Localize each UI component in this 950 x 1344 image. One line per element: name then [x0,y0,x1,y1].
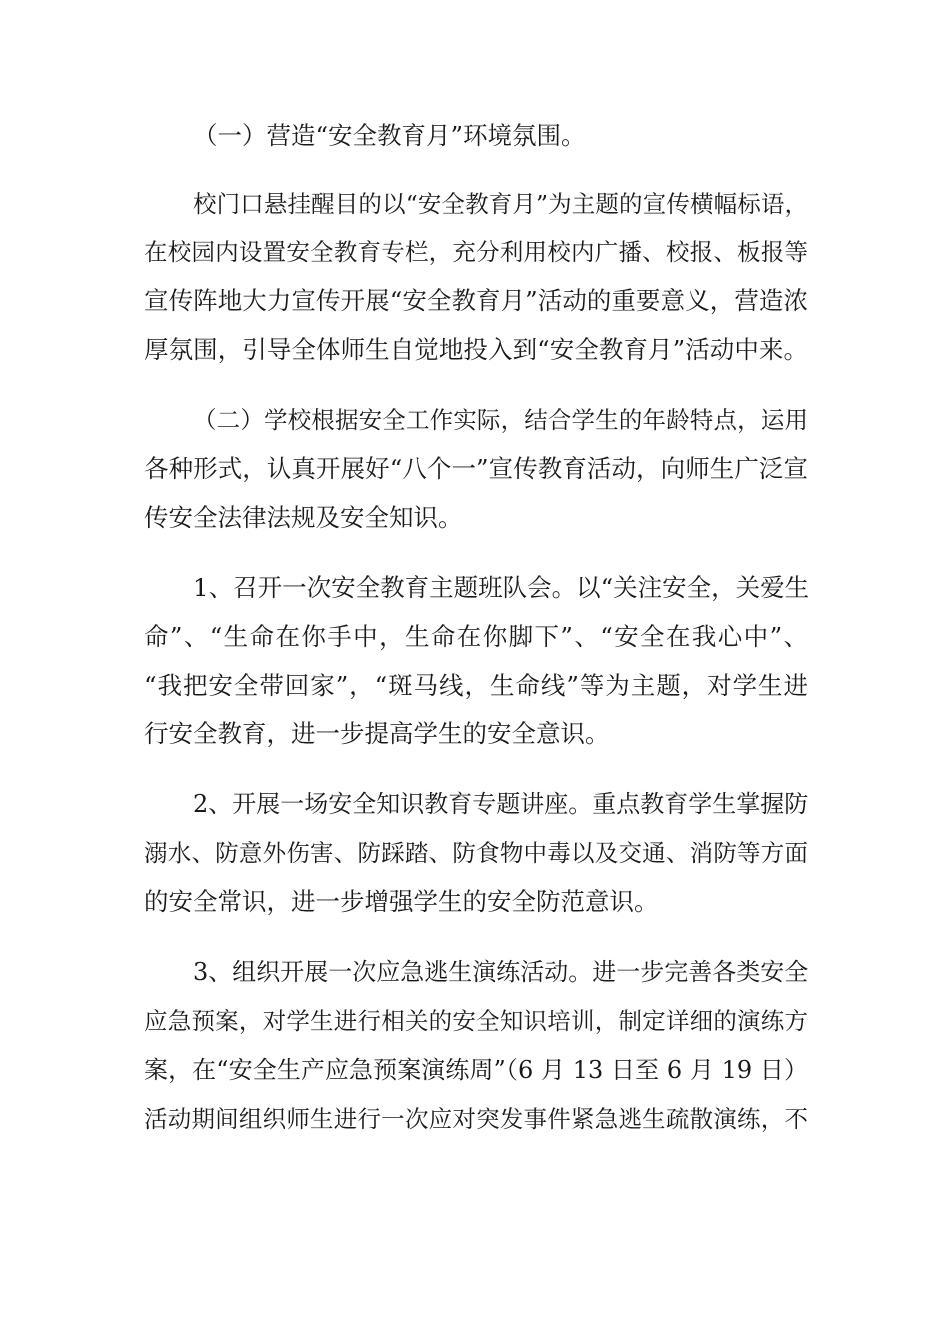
paragraph-line: 宣传阵地大力宣传开展“安全教育月”活动的重要意义，营造浓 [144,286,808,315]
list-item-2-line: 溺水、防意外伤害、防踩踏、防食物中毒以及交通、消防等方面 [144,839,808,867]
list-item-1-line: “我把安全带回家”，“斑马线，生命线”等为主题，对学生进 [144,671,808,700]
list-item-3-line: 3、组织开展一次应急逃生演练活动。进一步完善各类安全 [193,958,809,986]
list-item-1-line: 行安全教育，进一步提高学生的安全意识。 [144,719,610,748]
section-heading-1: （一）营造“安全教育月”环境氛围。 [193,121,586,150]
list-item-2-line: 2、开展一场安全知识教育专题讲座。重点教育学生掌握防 [193,790,809,818]
list-item-2-line: 的安全常识，进一步增强学生的安全防范意识。 [144,887,659,916]
section-heading-2: （二）学校根据安全工作实际，结合学生的年龄特点，运用 [193,406,808,434]
paragraph-line: 在校园内设置安全教育专栏，充分利用校内广播、校报、板报等 [144,238,808,266]
list-item-3-line: 应急预案，对学生进行相关的安全知识培训，制定详细的演练方 [144,1007,808,1035]
list-item-3-line: 活动期间组织师生进行一次应对突发事件紧急逃生疏散演练，不 [144,1105,808,1133]
paragraph-line: 校门口悬挂醒目的以“安全教育月”为主题的宣传横幅标语， [193,190,808,218]
paragraph-line: 厚氛围，引导全体师生自觉地投入到“安全教育月”活动中来。 [144,335,808,364]
paragraph-line: 各种形式，认真开展好“八个一”宣传教育活动，向师生广泛宣 [144,454,808,483]
list-item-1-line: 命”、“生命在你手中，生命在你脚下”、“安全在我心中”、 [144,622,808,651]
paragraph-line: 传安全法律法规及安全知识。 [144,503,463,532]
list-item-1-line: 1、召开一次安全教育主题班队会。以“关注安全，关爱生 [193,573,810,602]
list-item-3-line: 案，在“安全生产应急预案演练周”（6 月 13 日至 6 月 19 日） [144,1056,808,1084]
